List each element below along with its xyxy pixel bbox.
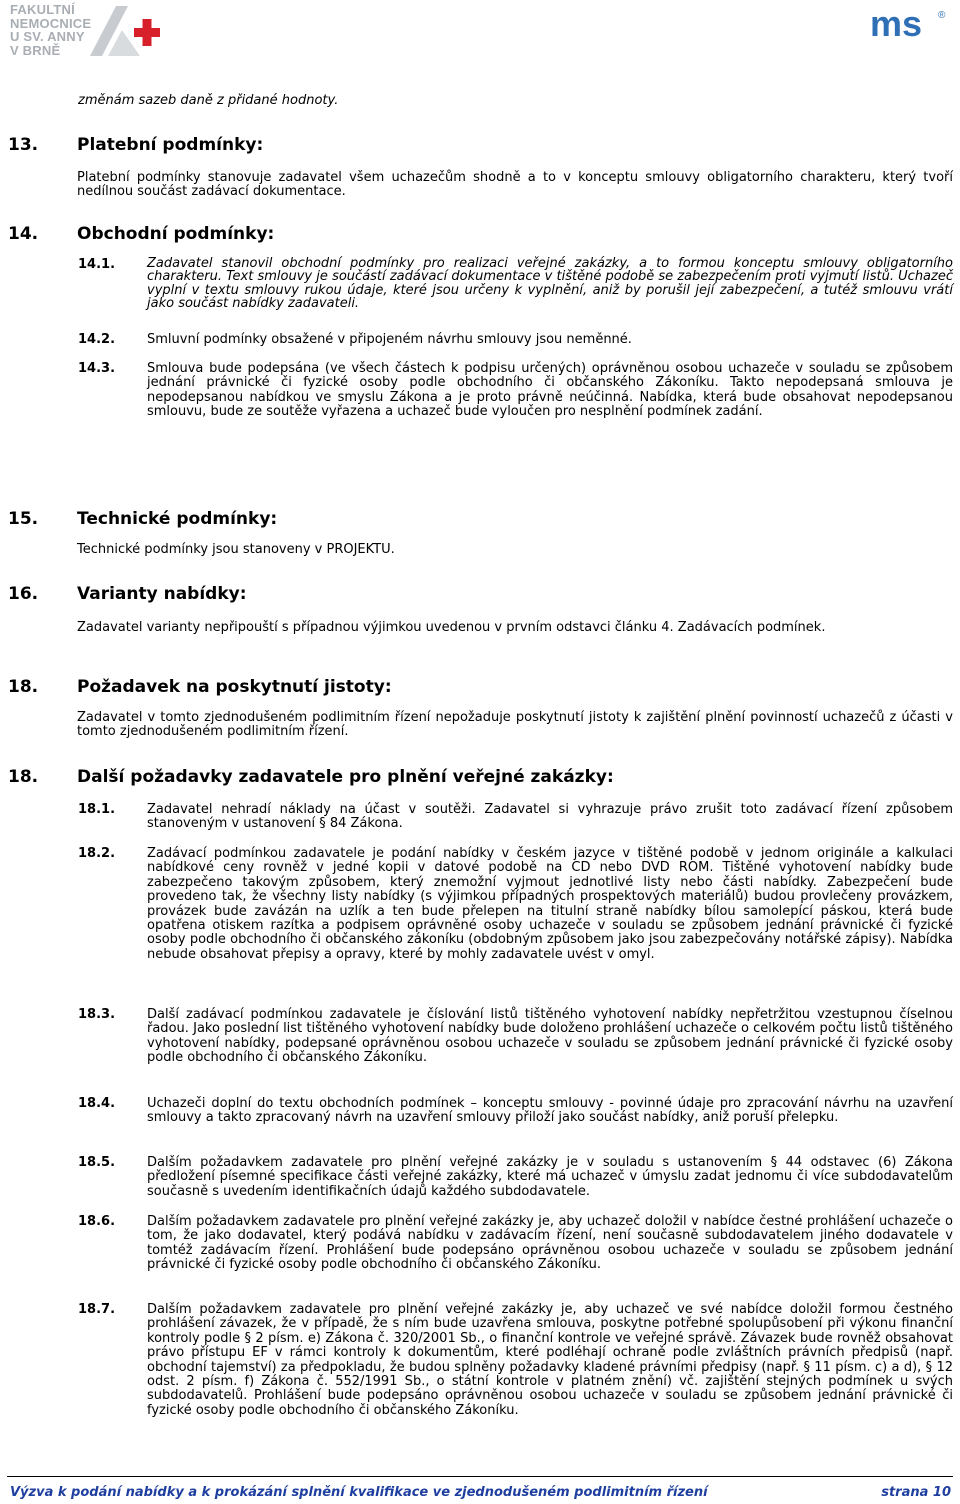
- item-18-4-number: 18.4.: [78, 1096, 116, 1111]
- item-18-6-number: 18.6.: [78, 1214, 116, 1229]
- section-16-text: Zadavatel varianty nepřipouští s případnou výjimkou uvedenou v prvním odstavci článku 4. Zadávacích podmínek.: [77, 620, 826, 635]
- section-13-title: Platební podmínky:: [77, 135, 264, 155]
- section-18a-text: Zadavatel v tomto zjednodušeném podlimitním řízení nepožaduje poskytnutí jistoty k zajištění plnění povinností uchazečů z účasti v tomto zjednodušeném podlimitním řízení.: [77, 710, 953, 740]
- item-18-4-text: Uchazeči doplní do textu obchodních podmínek – konceptu smlouvy - povinné údaje pro zpracování návrhu na uzavření smlouvy a takto zpracovaný návrh na uzavření smlouvy přiloží jako součást nabídky, aniž poruší přelepku.: [147, 1096, 953, 1126]
- section-13-number: 13.: [8, 135, 39, 155]
- section-15-title: Technické podmínky:: [77, 509, 278, 529]
- intro-line: změnám sazeb daně z přidané hodnoty.: [78, 93, 339, 108]
- item-18-5-text: Dalším požadavkem zadavatele pro plnění veřejné zakázky je v souladu s ustanovením § 44 odstavec (6) Zákona předložení písemné specifikace části veřejné zakázky, které má uchazeč v úmyslu zadat jednomu či více subdodavatelům současně s uvedením identifikačních údajů každého subdodavatele.: [147, 1155, 953, 1199]
- hospital-logo-text: FAKULTNÍ NEMOCNICE U SV. ANNY V BRNĚ: [10, 2, 92, 58]
- footer-divider: [7, 1476, 953, 1477]
- item-14-2-number: 14.2.: [78, 332, 116, 347]
- section-15-text: Technické podmínky jsou stanoveny v PROJEKTU.: [77, 542, 395, 557]
- section-13-text: Platební podmínky stanovuje zadavatel všem uchazečům shodně a to v konceptu smlouvy obligatorního charakteru, který tvoří nedílnou součást zadávací dokumentace.: [77, 170, 953, 200]
- item-14-3-text: Smlouva bude podepsána (ve všech částech k podpisu určených) oprávněnou osobou uchazeče v souladu se způsobem jednání právnické či fyzické osoby podle obchodního či občanského Zákoníku. Takto nepodepsaná smlouva je nepodepsanou nabídkou ve smyslu Zákona a je proto právně neúčinná. Nabídka, která bude obsahovat nepodepsanou smlouvu, bude ze soutěže vyřazena a uchazeč bude vyloučen pro nesplnění podmínek zadání.: [147, 361, 953, 420]
- item-18-5-number: 18.5.: [78, 1155, 116, 1170]
- ms-logo-text: ms: [870, 6, 923, 42]
- section-18a-title: Požadavek na poskytnutí jistoty:: [77, 677, 392, 697]
- page-footer: [7, 1476, 953, 1500]
- hospital-logo: [0, 0, 175, 58]
- item-18-7-number: 18.7.: [78, 1302, 116, 1317]
- item-18-3-text: Další zadávací podmínkou zadavatele je číslování listů tištěného vyhotovení nabídky nepřetržitou vzestupnou číselnou řadou. Jako poslední list tištěného vyhotovení nabídky bude doloženo prohlášení uchazeče o celkovém počtu listů tištěného vyhotovení nabídky, podepsané oprávněnou osobou uchazeče v souladu se způsobem jednání právnické či fyzické osoby podle obchodního či občanského Zákoníku.: [147, 1007, 953, 1066]
- section-15-number: 15.: [8, 509, 39, 529]
- section-14-number: 14.: [8, 224, 39, 244]
- footer-title: Výzva k podání nabídky a k prokázání splnění kvalifikace ve zjednodušeném podlimitním řízení: [10, 1485, 708, 1500]
- item-18-2-text: Zadávací podmínkou zadavatele je podání nabídky v českém jazyce v tištěné podobě v jednom originále a kalkulaci nabídkové ceny rovněž v jedné kopii v datové podobě na CD nebo DVD ROM. Tištěné vyhotovení nabídky bude zabezpečeno takovým způsobem, který znemožní vyjmout jednotlivé listy nebo části nabídky. Zabezpečení bude provedeno tak, že všechny listy nabídky (s výjimkou případných prospektových materiálů) budou provlečeny provázkem, provázek bude zavázán na uzlík a ten bude přelepen na titulní straně nabídky bílou samolepící páskou, která bude opatřena otiskem razítka a podpisem oprávněné osoby uchazeče v souladu se způsobem jednání právnické či fyzické osoby podle obchodního či občanského zákoníku (obdobným způsobem jako jsou zabezpečovány notářské zápisy). Nabídka nebude obsahovat přepisy a opravy, které by mohly zadavatele uvést v omyl.: [147, 846, 953, 962]
- page-header: [0, 0, 960, 62]
- section-14-title: Obchodní podmínky:: [77, 224, 275, 244]
- item-18-1-text: Zadavatel nehradí náklady na účast v soutěži. Zadavatel si vyhrazuje právo zrušit toto zadávací řízení způsobem stanoveným v ustanovení § 84 Zákona.: [147, 802, 953, 832]
- section-16-title: Varianty nabídky:: [77, 584, 247, 604]
- section-18b-number: 18.: [8, 767, 39, 787]
- ms-logo: [868, 6, 950, 42]
- item-18-7-text: Dalším požadavkem zadavatele pro plnění veřejné zakázky je, aby uchazeč ve své nabídce doložil formou čestného prohlášení závazek, že v případě, že s ním bude uzavřena smlouva, poskytne potřebné spolupůsobení při výkonu finanční kontroly podle § 2 písm. e) Zákona č. 320/2001 Sb., o finanční kontrole ve veřejné správě. Závazek bude rovněž obsahovat právo přístupu EF v rámci kontroly k dokumentům, které podléhají ochraně podle zvláštních právních předpisů (např. obchodní tajemství) za předpokladu, že budou splněny požadavky kladené právními předpisy (např. § 11 písm. c) a d), § 12 odst. 2 písm. f) Zákona č. 552/1991 Sb., o státní kontrole v platném znění) vč. zajištění stejných podmínek u svých subdodavatelů. Prohlášení bude podepsáno oprávněnou osobou uchazeče v souladu se způsobem jednání právnické či fyzické osoby podle obchodního či občanského Zákoníku.: [147, 1302, 953, 1418]
- item-14-2-text: Smluvní podmínky obsažené v připojeném návrhu smlouvy jsou neměnné.: [147, 332, 632, 347]
- item-14-1-number: 14.1.: [78, 257, 116, 272]
- item-14-1-text: Zadavatel stanovil obchodní podmínky pro realizaci veřejné zakázky, a to formou konceptu smlouvy obligatorního charakteru. Text smlouvy je součástí zadávací dokumentace v tištěné podobě se zabezpečením proti vyjmutí listů. Uchazeč vyplní v textu smlouvy rukou údaje, které jsou určeny k vyplnění, aniž by porušil její zabezpečení, a tutéž smlouvu vrátí jako součást nabídky zadavateli.: [147, 256, 953, 312]
- footer-page-number: strana 10: [881, 1485, 951, 1500]
- ms-logo-icon: [868, 6, 950, 42]
- ms-logo-mark: ®: [938, 10, 946, 21]
- hospital-cross-icon: [88, 4, 168, 58]
- section-18b-title: Další požadavky zadavatele pro plnění veřejné zakázky:: [77, 767, 614, 787]
- item-18-3-number: 18.3.: [78, 1007, 116, 1022]
- section-18a-number: 18.: [8, 677, 39, 697]
- item-14-3-number: 14.3.: [78, 361, 116, 376]
- section-16-number: 16.: [8, 584, 39, 604]
- item-18-6-text: Dalším požadavkem zadavatele pro plnění veřejné zakázky je, aby uchazeč doložil v nabídce čestné prohlášení uchazeče o tom, že jako dodavatel, který podává nabídku v zadávacím řízení, není současně subdodavatelem jiného dodavatele v tomtéž zadávacím řízení. Prohlášení bude podepsáno oprávněnou osobou uchazeče v souladu se způsobem jednání právnické či fyzické osoby podle obchodního či občanského Zákoníku.: [147, 1214, 953, 1273]
- item-18-1-number: 18.1.: [78, 802, 116, 817]
- item-18-2-number: 18.2.: [78, 846, 116, 861]
